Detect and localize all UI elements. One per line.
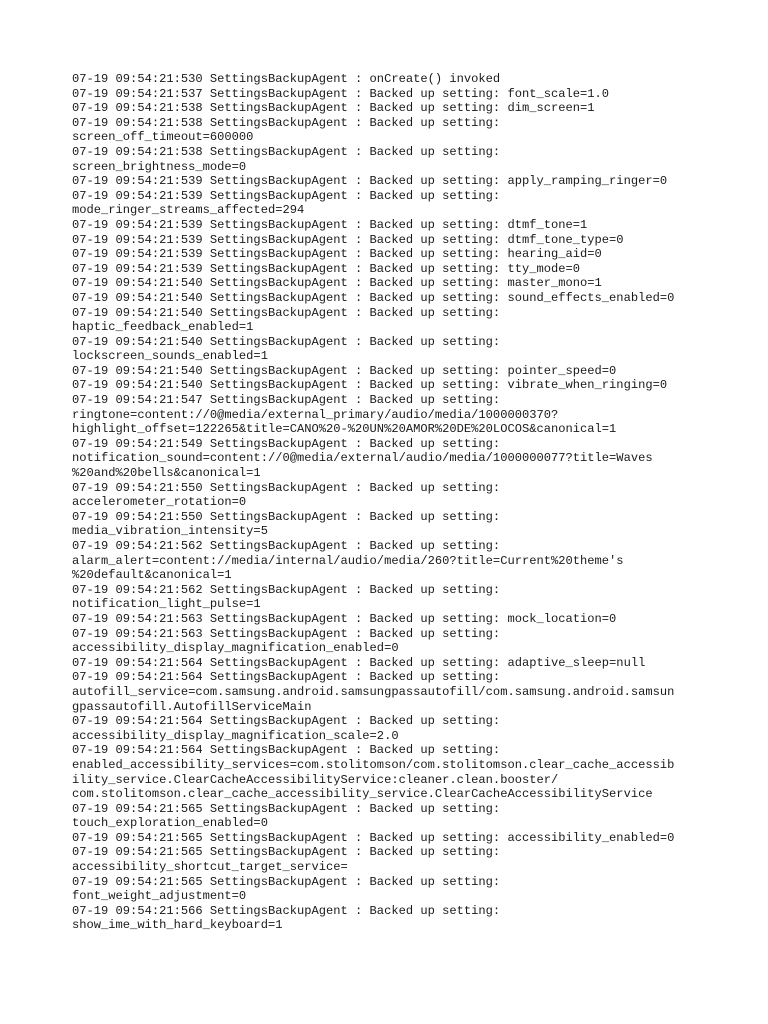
log-line: 07-19 09:54:21:540 SettingsBackupAgent : Backed up setting: vibrate_when_ringing=0 — [72, 378, 668, 393]
log-line: 07-19 09:54:21:539 SettingsBackupAgent : Backed up setting: tty_mode=0 — [72, 261, 581, 276]
log-line: 07-19 09:54:21:550 SettingsBackupAgent : Backed up setting: — [72, 509, 501, 524]
log-line: accessibility_shortcut_target_service= — [72, 860, 348, 875]
log-line: 07-19 09:54:21:540 SettingsBackupAgent : Backed up setting: pointer_speed=0 — [72, 363, 617, 378]
log-line: haptic_feedback_enabled=1 — [72, 320, 254, 335]
log-line: media_vibration_intensity=5 — [72, 524, 268, 539]
log-line: 07-19 09:54:21:539 SettingsBackupAgent : Backed up setting: hearing_aid=0 — [72, 247, 602, 262]
log-line: notification_light_pulse=1 — [72, 597, 261, 612]
log-line: com.stolitomson.clear_cache_accessibility_service.ClearCacheAccessibilityService — [72, 787, 653, 802]
log-line: 07-19 09:54:21:564 SettingsBackupAgent : Backed up setting: — [72, 670, 501, 685]
log-line: 07-19 09:54:21:538 SettingsBackupAgent : Backed up setting: dim_screen=1 — [72, 101, 595, 116]
log-line: 07-19 09:54:21:530 SettingsBackupAgent : onCreate() invoked — [72, 72, 501, 86]
log-line: show_ime_with_hard_keyboard=1 — [72, 918, 283, 933]
log-line: 07-19 09:54:21:566 SettingsBackupAgent : Backed up setting: — [72, 903, 501, 918]
log-line: accessibility_display_magnification_enabled=0 — [72, 641, 399, 656]
log-line: enabled_accessibility_services=com.stolitomson/com.stolitomson.clear_cache_accessib — [72, 757, 675, 772]
log-line: 07-19 09:54:21:537 SettingsBackupAgent : Backed up setting: font_scale=1.0 — [72, 86, 610, 101]
log-line: 07-19 09:54:21:539 SettingsBackupAgent : Backed up setting: dtmf_tone_type=0 — [72, 232, 624, 247]
log-line: gpassautofill.AutofillServiceMain — [72, 699, 312, 714]
log-line: accessibility_display_magnification_scale=2.0 — [72, 728, 399, 743]
log-line: 07-19 09:54:21:565 SettingsBackupAgent : Backed up setting: — [72, 845, 501, 860]
log-line: 07-19 09:54:21:540 SettingsBackupAgent : Backed up setting: sound_effects_enabled=0 — [72, 290, 675, 305]
log-line: 07-19 09:54:21:563 SettingsBackupAgent : Backed up setting: mock_location=0 — [72, 611, 617, 626]
log-line: 07-19 09:54:21:539 SettingsBackupAgent : Backed up setting: — [72, 188, 501, 203]
log-line: 07-19 09:54:21:540 SettingsBackupAgent : Backed up setting: — [72, 305, 501, 320]
log-line: 07-19 09:54:21:538 SettingsBackupAgent : Backed up setting: — [72, 144, 501, 159]
log-line: 07-19 09:54:21:562 SettingsBackupAgent : Backed up setting: — [72, 582, 501, 597]
log-line: 07-19 09:54:21:562 SettingsBackupAgent : Backed up setting: — [72, 539, 501, 553]
log-line: font_weight_adjustment=0 — [72, 889, 247, 904]
log-line: 07-19 09:54:21:540 SettingsBackupAgent : Backed up setting: master_mono=1 — [72, 276, 602, 291]
log-line: notification_sound=content://0@media/external/audio/media/1000000077?title=Waves — [72, 451, 653, 466]
log-line: %20default&canonical=1 — [72, 568, 232, 583]
log-line: highlight_offset=122265&title=CANO%20-%20UN%20AMOR%20DE%20LOCOS&canonical=1 — [72, 422, 617, 437]
log-line: 07-19 09:54:21:550 SettingsBackupAgent : Backed up setting: — [72, 480, 501, 495]
log-line: 07-19 09:54:21:564 SettingsBackupAgent : Backed up setting: — [72, 714, 501, 729]
log-line: autofill_service=com.samsung.android.samsungpassautofill/com.samsung.android.samsun — [72, 684, 675, 699]
log-line: touch_exploration_enabled=0 — [72, 816, 268, 831]
log-line: ility_service.ClearCacheAccessibilityService:cleaner.clean.booster/ — [72, 772, 559, 787]
log-line: %20and%20bells&canonical=1 — [72, 466, 261, 481]
log-line: 07-19 09:54:21:539 SettingsBackupAgent : Backed up setting: apply_ramping_ringer=0 — [72, 174, 668, 189]
log-line: 07-19 09:54:21:547 SettingsBackupAgent : Backed up setting: — [72, 393, 501, 408]
log-line: alarm_alert=content://media/internal/audio/media/260?title=Current%20theme's — [72, 553, 624, 568]
log-line: 07-19 09:54:21:539 SettingsBackupAgent : Backed up setting: dtmf_tone=1 — [72, 217, 588, 232]
log-line: accelerometer_rotation=0 — [72, 495, 247, 510]
log-line: 07-19 09:54:21:565 SettingsBackupAgent : Backed up setting: — [72, 801, 501, 816]
log-line: lockscreen_sounds_enabled=1 — [72, 349, 268, 364]
log-line: screen_brightness_mode=0 — [72, 159, 247, 174]
log-line: 07-19 09:54:21:538 SettingsBackupAgent : Backed up setting: — [72, 115, 501, 130]
log-line: 07-19 09:54:21:564 SettingsBackupAgent : Backed up setting: — [72, 743, 501, 758]
log-line: mode_ringer_streams_affected=294 — [72, 203, 305, 218]
log-line: ringtone=content://0@media/external_primary/audio/media/1000000370? — [72, 407, 559, 422]
log-document — [72, 72, 712, 933]
log-line: 07-19 09:54:21:549 SettingsBackupAgent : Backed up setting: — [72, 436, 501, 451]
log-line: 07-19 09:54:21:540 SettingsBackupAgent : Backed up setting: — [72, 334, 501, 349]
log-line: 07-19 09:54:21:564 SettingsBackupAgent : Backed up setting: adaptive_sleep=null — [72, 655, 646, 670]
log-line: 07-19 09:54:21:563 SettingsBackupAgent : Backed up setting: — [72, 626, 501, 641]
log-line: 07-19 09:54:21:565 SettingsBackupAgent : Backed up setting: accessibility_enabled=0 — [72, 830, 675, 845]
log-line: screen_off_timeout=600000 — [72, 130, 254, 145]
log-line: 07-19 09:54:21:565 SettingsBackupAgent : Backed up setting: — [72, 874, 501, 889]
